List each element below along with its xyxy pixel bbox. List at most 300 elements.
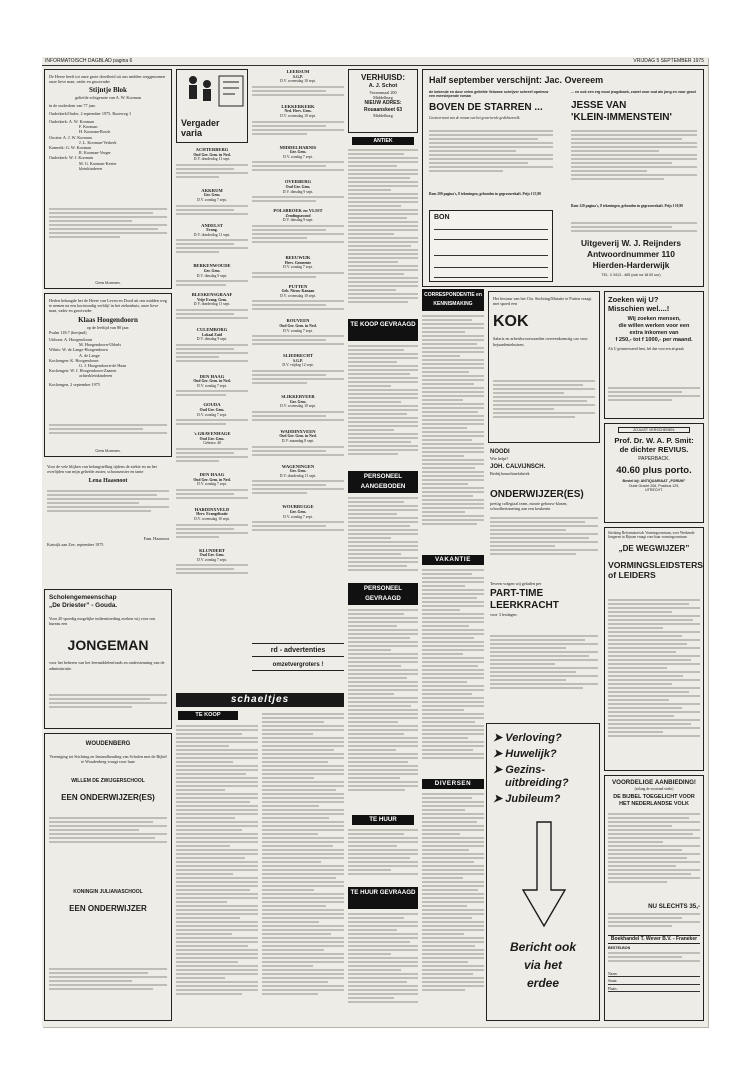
bijbel-form-title: BESTELBON: [608, 945, 631, 950]
church-town: BERKENWOUDE: [193, 263, 231, 269]
parttime-ad: [488, 579, 600, 719]
church-town: KLUNDERT: [199, 547, 225, 553]
revius-order: Bestel bij: ANTIQUARIAAT „FORUM”: [622, 479, 686, 484]
coupon-line: [434, 229, 548, 230]
church-type: Herv. Evangelisatie: [196, 512, 228, 517]
coupon-line: [434, 267, 548, 268]
personeel-gevraagd-header: PERSONEEL GEVRAAGD: [348, 583, 418, 605]
zoekt-line3: Wij zoeken mensen,: [627, 316, 681, 322]
church-time: D.V. vrijdag 12 sept.: [282, 363, 314, 368]
parttime-title2: LEERKRACHT: [490, 600, 559, 612]
church-entry: [176, 402, 248, 431]
thanks-text: Voor de vele blijken van belangstelling tijdens de ziekte en na het overlijden van mijn geliefde zuster, schoonzuster en tante: [47, 464, 157, 475]
promo-gezins: Gezins-: [505, 764, 546, 776]
church-town: MIDDELHARNIS: [279, 144, 317, 150]
verhuisd-name: A. J. Schot: [368, 83, 398, 89]
church-town: ROUVEEN: [286, 318, 310, 324]
overeem-book-ad: [422, 69, 704, 287]
church-town: PUTTEN: [288, 283, 308, 289]
school-text2: voor het beheren van het leermiddelenfonds en ondersteuning van de administratie.: [49, 660, 165, 671]
filler-text: [571, 128, 697, 202]
church-town: DEN HAAG: [199, 373, 225, 379]
church-time: D.V. donderdag 11 sept.: [279, 473, 317, 478]
bijbel-title: DE BIJBEL TOEGELICHT VOOR HET NEDERLANDSE VOLK: [613, 794, 695, 807]
woudenberg-title: WOUDENBERG: [85, 741, 131, 747]
filler-text: [422, 791, 484, 1021]
notice-psalm: Psalm 118:7 (berijmd): [49, 329, 87, 335]
woudenberg-text: Vereniging tot Stichting en Instandhouding van Scholen met de Bijbel te Woudenberg vraagt voor haar: [49, 754, 167, 765]
church-entry: [252, 69, 344, 104]
noodi-ad: [488, 447, 600, 485]
church-town: DEN HAAG: [199, 472, 225, 478]
school-ad-woudenberg: [44, 733, 172, 1021]
revius-top: ZOJUIST VERSCHENEN:: [618, 427, 690, 433]
wegwijzer-heading: VORMINGSLEIDSTERS of LEIDERS: [608, 559, 704, 580]
filler-text: [176, 417, 248, 431]
overeem-right-price: Rom 120 pagina's, 8 tekeningen, gebonden in gegravurekaft. Prijs f 10,90: [571, 204, 683, 208]
overeem-left-price: Rom 200 pagina's, 8 tekeningen, gebonden in gegravurekaft. Prijs f 15,90: [429, 192, 541, 196]
bijbel-heading: VOORDELIGE AANBIEDING!: [612, 779, 696, 786]
church-town: LEKKERKERK: [281, 103, 315, 109]
zoekt-line7: Als U geinteresseerd bent, bel dan voor een afspraak: [608, 347, 684, 351]
parttime-title1: PART-TIME: [490, 588, 544, 600]
school-title: Scholengemeenschap: [49, 594, 117, 601]
church-listings-col3: [252, 69, 344, 641]
filler-text: [176, 562, 248, 582]
revius-address: Oude Gracht 206, Postbus 129,: [628, 483, 680, 488]
notice-family: [49, 119, 167, 171]
family-line: F. Kooman: [79, 124, 98, 130]
church-entry: [176, 147, 248, 188]
church-entry: [252, 284, 344, 319]
church-type: Herv. Gemeente: [284, 260, 312, 265]
personeel-aangeboden-listings: [348, 495, 418, 581]
church-time: D.V. woensdag 10 sept.: [280, 293, 316, 298]
filler-text: [176, 388, 248, 402]
family-line: Kamerik: G. W. Kooman: [49, 145, 91, 151]
church-type: Oud Ger. Gem. in Ned.: [193, 477, 231, 482]
woudenberg-school1: WILLEM DE ZWIJGERSCHOOL: [71, 778, 145, 785]
revius-price: 40.60 plus porto.: [616, 465, 692, 477]
filler-text: [176, 342, 248, 374]
woudenberg-school2: KONINGIN JULIANASCHOOL: [73, 889, 143, 896]
family-line: M. G. Kooman-Kester: [79, 160, 117, 166]
church-entry: [252, 179, 344, 208]
verhuisd-new-label: NIEUW ADRES:: [364, 100, 402, 107]
church-town: ACHTERBERG: [195, 147, 229, 152]
onderwijzer-title: ONDERWIJZER(ES): [490, 489, 584, 500]
promo-item: ➤ Huwelijk?: [493, 748, 557, 760]
notice-sub: op de leeftijd van 80 jaar.: [86, 324, 130, 330]
church-entry: [252, 464, 344, 505]
filler-text: [176, 278, 248, 292]
church-time: D.V. woensdag 10 sept.: [280, 79, 316, 84]
filler-text: [252, 519, 344, 539]
vergader-varia-banner: [176, 69, 248, 143]
church-type: Ger. Gem.: [289, 399, 307, 404]
overeem-right-title1: JESSE VAN: [571, 100, 627, 111]
personeel-aangeboden-header: PERSONEEL AANGEBODEN: [348, 471, 418, 493]
filler-text: [348, 495, 418, 581]
woudenberg-vacancy1: EEN ONDERWIJZER(ES): [61, 793, 155, 803]
te-koop-gevraagd-header: TE KOOP GEVRAAGD: [348, 319, 418, 341]
parttime-sub: voor 3 lesdagen.: [490, 612, 518, 618]
church-type: Oud Ger. Gem. in Ned.: [193, 152, 231, 157]
thanks-notice: [44, 461, 172, 587]
church-type: Ger. Gem.: [289, 469, 307, 474]
classifieds-col3: [262, 711, 344, 1021]
coupon-label: BON: [434, 214, 450, 221]
filler-text: [176, 237, 248, 263]
filler-text: [252, 298, 344, 318]
church-town: GOUDA: [203, 402, 221, 408]
family-line: J. L. Kooman-Verkerk: [79, 139, 117, 145]
coupon-line: [434, 277, 548, 278]
te-koop-header: TE KOOP: [178, 711, 238, 720]
church-town: HARDINXVELD: [194, 506, 230, 512]
filler-text: [176, 307, 248, 327]
zoekt-line6: f 250,- tot f 1000,- per maand.: [615, 337, 693, 343]
church-type: Oud Ger. Gem.: [199, 436, 225, 441]
bijbel-offer-ad: [604, 775, 704, 1021]
bijbel-shop: Boekhandel T. Wever B.V. - Franeker: [608, 935, 700, 944]
filler-text: [176, 446, 248, 472]
filler-text: [252, 270, 344, 284]
filler-text: [490, 633, 598, 717]
church-type: Lokaal Zuid: [201, 332, 223, 337]
family-line: H. Kooman-Bosch: [79, 129, 111, 135]
header-right: VRIJDAG 5 SEPTEMBER 1975: [633, 58, 704, 64]
church-entry: [252, 104, 344, 145]
schaeltjes-banner: schaeltjes: [176, 693, 344, 707]
notice-footer: Geen bloemen.: [95, 447, 121, 453]
family-line: Kockengen: W. J. Hoogendoorn-Zaanen: [49, 368, 117, 374]
school-text: Voor 20 spoedig mogelijke indiensttreding zoeken wij voor ons bureau een: [49, 616, 156, 627]
filler-text: [252, 159, 344, 179]
header-left: INFORMATOISCH DAGBLAD pagina 6: [45, 58, 133, 64]
bijbel-form-city: Plaats:: [608, 987, 700, 992]
filler-text: [348, 911, 418, 1021]
church-town: WOUBRUGGE: [282, 504, 314, 510]
wegwijzer-vacancy-ad: [604, 527, 704, 771]
church-time: Gebouw 40: [203, 441, 221, 446]
publisher-phone: TEL. 0 3413 - 465 (ook na 18.00 uur): [601, 273, 661, 277]
onderwijzer-text: prettig collegiaal team, mooie gebouw-klasen, schoolherinnering aan een keukenin: [490, 501, 568, 512]
coupon-line: [434, 255, 548, 256]
church-type: Oud Ger. Gem.: [199, 553, 225, 558]
coupon-line: [434, 239, 548, 240]
church-entry: [176, 188, 248, 223]
zoekt-line1: Zoeken wij U?: [608, 295, 659, 304]
filler-text: [49, 692, 167, 724]
church-type: Zendingsavond: [285, 213, 311, 218]
te-huur-gevraagd-listings: [348, 911, 418, 1021]
filler-text: [608, 911, 700, 935]
promo-huwelijk: Huwelijk?: [505, 748, 557, 760]
death-notice-hoogendoorn: [44, 293, 172, 457]
promo-erdee: erdee: [526, 976, 560, 990]
overeem-left-title: BOVEN DE STARREN ...: [429, 102, 543, 113]
filler-text: [176, 487, 248, 507]
thanks-date: Katwijk aan Zee, september 1975: [47, 541, 104, 547]
church-time: D.V. donderdag 11 sept.: [193, 157, 231, 162]
church-listings-col2: [176, 147, 248, 695]
filler-text: [252, 194, 344, 208]
church-time: D.V. woensdag 10 sept.: [280, 113, 316, 118]
family-line: M. Hoogendoorn-Ubbels: [79, 342, 122, 348]
church-time: D.V. woensdag 10 sept.: [194, 517, 230, 521]
te-huur-gevraagd-header: TE HUUR GEVRAAGD: [348, 887, 418, 909]
filler-text: [49, 966, 167, 1016]
filler-text: [47, 488, 169, 536]
church-time: D.V. dinsdag 9 sept.: [282, 189, 314, 194]
down-arrow-icon: [519, 820, 569, 930]
vergader-subtitle: varia: [181, 128, 203, 138]
church-time: D.V. zondag 7 sept.: [283, 154, 313, 159]
church-town: SLIKKERVEER: [281, 394, 315, 400]
filler-text: [176, 162, 248, 188]
family-line: G. J. Hoogendoorn-de Haan: [79, 363, 127, 369]
publisher-name: Uitgeverij W. J. Reijnders: [580, 238, 682, 248]
filler-text: [49, 422, 167, 446]
vergader-title: Vergader: [181, 118, 220, 128]
church-type: Evang.: [206, 228, 218, 233]
church-type: Oud Ger. Gem. in Ned.: [279, 324, 317, 329]
diversen-listings: [422, 791, 484, 1021]
promo-bericht: Bericht ook: [509, 940, 576, 954]
church-town: CULEMBORG: [196, 326, 228, 332]
church-type: Ger. Gem.: [203, 268, 221, 273]
woudenberg-vacancy2: EEN ONDERWIJZER: [69, 904, 147, 914]
church-type: Oud Ger. Gem.: [285, 184, 311, 189]
church-town: BLESKENSGRAAF: [191, 292, 233, 298]
verhuisd-notice: [348, 69, 418, 133]
family-line: A. de Lange: [79, 352, 100, 358]
family-line: kleinkinderen: [79, 165, 103, 171]
family-line: Uithorn: A. Hoogendoorn: [49, 337, 93, 343]
overeem-left-sub: de bekende en door velen geliefde Veluwse schrijver schreef opnieuw een meeslepende roman: [429, 90, 549, 99]
church-entry: [252, 145, 344, 180]
overeem-right-sub: ... en ook een erg mooi jeugdboek, zowel voor oud als jong en voor groot: [571, 90, 696, 94]
school-subtitle: „De Driester” - Gouda.: [49, 602, 118, 609]
church-entry: [252, 255, 344, 284]
filler-text: [422, 313, 484, 553]
te-huur-listings: [348, 827, 418, 885]
verhuisd-addr4: Middelburg: [373, 113, 393, 119]
bijbel-price: NU SLECHTS 35,-: [648, 902, 700, 910]
correspondentie-listings: [422, 313, 484, 553]
family-line: R. Kooman-Verger: [79, 150, 111, 156]
filler-text: [490, 515, 598, 573]
filler-text: [571, 220, 697, 236]
kok-terms: Salaris en arbeidsvoorwaarden overeenkomstig cao voor bejaardentehuizen.: [493, 336, 588, 347]
newspaper-page: [42, 57, 708, 1027]
family-line: Wilnis: W. de Lange-Hoogendoorn: [49, 347, 108, 353]
family-notice-promo: [486, 723, 600, 1021]
church-town: ANDELST: [201, 222, 223, 228]
filler-text: [252, 444, 344, 464]
publisher-city: Hierden-Harderwijk: [592, 260, 670, 270]
verhuisd-addr2: Middelburg: [373, 95, 393, 101]
overeem-left-sub2: Geestverwant van de roman van het gevarieerde gedichtenvolk: [429, 116, 520, 120]
zoekt-line5: extra inkomen van: [629, 330, 679, 336]
filler-text: [252, 368, 344, 394]
antiek-header: ANTIEK: [352, 137, 414, 145]
promo-item: ➤ Gezins-: [493, 764, 546, 776]
omzetvergroters-label: omzetvergroters !: [252, 659, 344, 671]
filler-text: [429, 128, 553, 190]
kok-title: KOK: [493, 313, 529, 331]
church-type: Ned. Herv. Gem.: [284, 109, 312, 114]
church-town: OVERBERG: [284, 179, 312, 185]
church-type: Oud Ger. Gem.: [199, 408, 225, 413]
overeem-title: Half september verschijnt: Jac. Overeem: [429, 75, 604, 85]
notice-footer: Geen bloemen.: [95, 279, 121, 285]
church-town: WAGENINGEN: [281, 463, 315, 469]
church-entry: [176, 507, 248, 548]
filler-text: [262, 711, 344, 1021]
noodi-text: Bedrijfsmachinefabriek: [490, 471, 530, 477]
notice-intro: Heden behaagde het de Heere van Leven en Dood uit ons midden weg te nemen na een kortstondig verblijf in het ziekenhuis, onze lieve man, vader en grootvader: [49, 298, 167, 314]
church-entry: [252, 429, 344, 464]
church-town: SLIEDRECHT: [282, 353, 314, 359]
filler-text: [493, 378, 595, 438]
family-line: Ouderkerk: W. J. Kooman: [49, 155, 93, 161]
death-notice-blok: [44, 69, 172, 289]
filler-text: [422, 567, 484, 777]
verhuisd-title: VERHUISD:: [360, 73, 405, 82]
filler-text: [348, 343, 418, 469]
church-type: Ger. Gem.: [289, 150, 307, 155]
filler-text: [252, 409, 344, 429]
bijbel-form-street: Straat:: [608, 979, 700, 984]
filler-text: [252, 223, 344, 255]
church-entry: [252, 353, 344, 394]
filler-text: [176, 203, 248, 223]
filler-text: [608, 597, 700, 767]
filler-text: [49, 206, 167, 276]
school-ad-gouda: [44, 589, 172, 729]
kok-intro: Het bestuur van het Chr. Stichting/Mutatie te Putten vraagt met spoed een: [493, 296, 592, 307]
verhuisd-addr1: Vossenmaal 200: [369, 90, 397, 95]
filler-text: [348, 147, 418, 317]
filler-text: [252, 84, 344, 104]
filler-text: [608, 950, 700, 970]
church-time: D.V. zondag 7 sept.: [197, 383, 227, 388]
church-time: D.V. zondag 7 sept.: [283, 265, 313, 270]
noodi-title: NOODI: [490, 449, 510, 455]
notice-place: Kockengen, 2 september 1975: [49, 381, 100, 387]
church-type: Ger. Gem.: [203, 193, 221, 198]
revius-title: de dichter REVIUS.: [619, 445, 689, 455]
church-type: S.G.P.: [293, 358, 303, 363]
wegwijzer-title: „DE WEGWIJZER”: [618, 543, 690, 553]
zoekt-line2: Misschien wel....!: [608, 304, 670, 313]
church-entry: [176, 327, 248, 374]
filler-text: [348, 827, 418, 885]
filler-text: [49, 815, 167, 875]
church-entry: [252, 504, 344, 539]
family-line: achterkleinkinderen: [79, 373, 113, 379]
church-entry: [176, 472, 248, 507]
filler-text: [252, 333, 344, 353]
church-town: REEUWIJK: [285, 254, 311, 260]
notice-sub: geliefde echtgenote van A. W. Kooman: [75, 95, 141, 101]
church-entry: [176, 431, 248, 472]
church-time: D.V. zondag 7 sept.: [197, 197, 227, 202]
church-type: Oud Ger. Gem. in Ned.: [279, 434, 317, 439]
promo-verloving: Verloving?: [505, 732, 562, 744]
church-town: LEERSUM: [286, 69, 310, 74]
church-time: D.V. maandag 8 sept.: [281, 439, 315, 443]
bijbel-sub: (zolang de voorraad strekt): [634, 787, 674, 791]
correspondentie-header: CORRESPONDENTIE en KENNISMAKING: [422, 289, 484, 311]
church-time: D.V. zondag 7 sept.: [197, 412, 227, 417]
family-line: Kockengen: K. Hoogendoorn: [49, 357, 99, 363]
publisher-antwoordnummer: Antwoordnummer 110: [587, 249, 675, 259]
church-time: D.V. dinsdag 9 sept.: [196, 337, 228, 342]
school-vacancy-title: JONGEMAN: [67, 637, 149, 654]
filler-text: [608, 811, 700, 903]
meeting-illustration: [177, 70, 248, 118]
church-entry: [252, 394, 344, 429]
church-type: Oud Ger. Gem. in Ned.: [193, 379, 231, 384]
family-line: Oosten: A. J. W. Kooman: [49, 134, 92, 140]
thanks-sign: Fam. Haasnoot: [143, 536, 169, 542]
filler-text: [608, 385, 700, 415]
church-town: WADDINXVEEN: [280, 428, 316, 434]
noodi-sub: Wie helpt?: [490, 456, 509, 461]
church-town: AKKRUM: [201, 187, 223, 193]
church-time: D.V. zondag 7 sept.: [197, 557, 227, 562]
notice-name: Stijntje Blok: [89, 86, 127, 95]
church-type: Ger. Gem.: [289, 509, 307, 514]
order-coupon: [429, 210, 553, 282]
revius-book-ad: [604, 423, 704, 523]
wegwijzer-intro: Stichting Reformatorisch Vormingscentrum, voor Werkende Jongeren in Rijssen vraagt voor haar vormingscentrum: [608, 531, 695, 540]
revius-author: Prof. Dr. W. A. P. Smit:: [614, 436, 694, 446]
promo-jubileum: Jubileum?: [505, 793, 561, 805]
tekoop-listings: [348, 343, 418, 469]
thanks-name: Lena Haasnoot: [88, 478, 128, 485]
revius-city: UTRECHT.: [645, 488, 663, 493]
revius-format: PAPERBACK.: [638, 456, 670, 463]
overeem-right-title2: 'KLEIN-IMMENSTEIN': [571, 112, 672, 123]
church-time: D.V. dinsdag 9 sept.: [196, 273, 228, 278]
onderwijzer-ad: [488, 487, 600, 575]
church-time: D.V. zondag 7 sept.: [283, 328, 313, 333]
filler-text: [348, 607, 418, 813]
church-entry: [176, 263, 248, 292]
promo-uitbreiding: uitbreiding?: [505, 777, 569, 789]
parttime-intro: Teveen vragen wij geladen per: [490, 581, 542, 586]
church-type: Geb. Nieuw Kanaan: [281, 289, 315, 294]
kok-vacancy-ad: [488, 291, 600, 443]
promo-item: ➤ Jubileum?: [493, 793, 561, 805]
zoekt-line4: die willen werken voor een: [618, 323, 690, 329]
church-time: D.V. woensdag 10 sept.: [280, 404, 316, 409]
church-time: D.V. dinsdag 9 sept.: [282, 218, 314, 223]
church-entry: [252, 318, 344, 353]
filler-text: [252, 478, 344, 504]
church-time: D.V. zondag 7 sept.: [283, 514, 313, 519]
church-time: D.V. donderdag 11 sept.: [193, 302, 231, 307]
promo-item: ➤ Verloving?: [493, 732, 562, 744]
church-entry: [176, 292, 248, 327]
church-entry: [176, 223, 248, 264]
diversen-header: DIVERSEN: [422, 779, 484, 789]
church-entry: [176, 374, 248, 403]
